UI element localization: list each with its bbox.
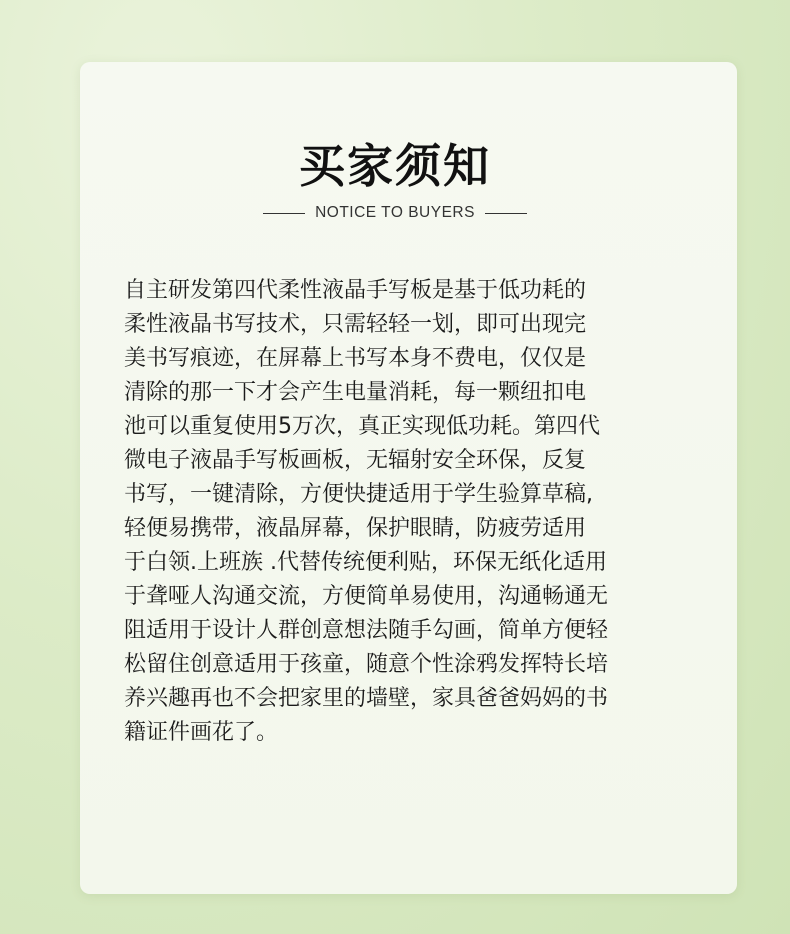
body-line: 美书写痕迹，在屏幕上书写本身不费电，仅仅是 (124, 346, 587, 371)
body-line: 养兴趣再也不会把家里的墙壁，家具爸爸妈妈的书 (124, 686, 609, 711)
body-line: 清除的那一下才会产生电量消耗，每一颗纽扣电 (124, 380, 587, 405)
body-line: 轻便易携带，液晶屏幕，保护眼睛，防疲劳适用 (124, 516, 587, 541)
body-line: 池可以重复使用5万次，真正实现低功耗。第四代 (124, 414, 600, 439)
body-line: 书写，一键清除，方便快捷适用于学生验算草稿, (124, 482, 593, 507)
body-line: 籍证件画花了。 (124, 720, 279, 745)
subtitle-divider-right (485, 213, 527, 214)
page-title: 买家须知 (299, 139, 491, 193)
subtitle: NOTICE TO BUYERS (315, 204, 475, 221)
notice-body (124, 274, 704, 750)
body-line: 于白领.上班族 .代替传统便利贴，环保无纸化适用 (124, 550, 607, 575)
body-line: 柔性液晶书写技术，只需轻轻一划，即可出现完 (124, 312, 587, 337)
body-line: 于聋哑人沟通交流，方便简单易使用，沟通畅通无 (124, 584, 609, 609)
body-line: 阻适用于设计人群创意想法随手勾画，简单方便轻 (124, 618, 609, 643)
subtitle-row (0, 204, 790, 222)
body-line: 松留住创意适用于孩童，随意个性涂鸦发挥特长培 (124, 652, 609, 677)
subtitle-divider-left (263, 213, 305, 214)
body-line: 微电子液晶手写板画板，无辐射安全环保，反复 (124, 448, 587, 473)
body-line: 自主研发第四代柔性液晶手写板是基于低功耗的 (124, 278, 587, 303)
